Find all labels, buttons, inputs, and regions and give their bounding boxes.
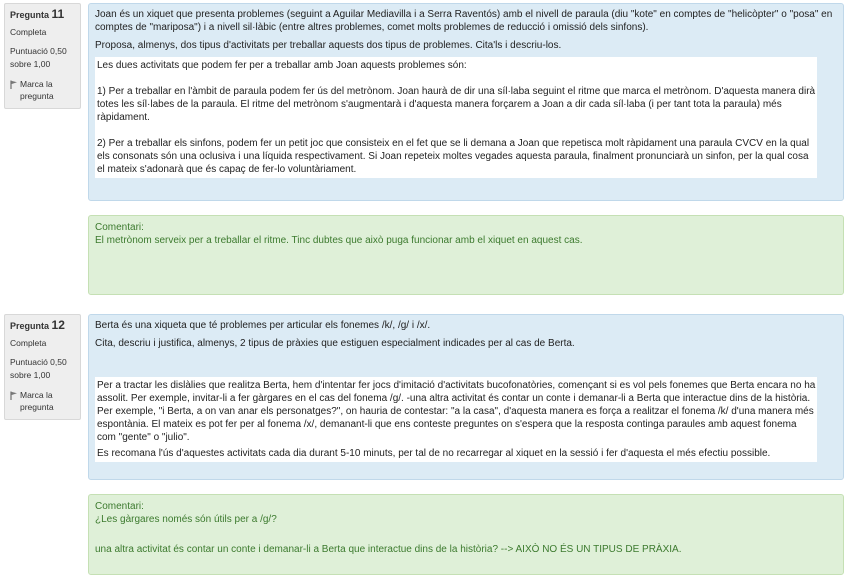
question-prompt: Proposa, almenys, dos tipus d'activitats per treballar aquests dos tipus de problemes. Cita'ls i descriu-los.: [95, 40, 562, 51]
answer-paragraph: Per a tractar les dislàlies que realitza Berta, hem d'intentar fer jocs d'imitació d'activitats bucofonatòries, començant si es vol pels fonemes que Berta encara no ha assolit. Per exemple, invitar-li a fer gàrgares en el cas del fonema /g/. -una altra activitat és contar un conte i demanar-li a Berta que interactue dins de la història. Per exemple, "i Berta, a on van anar els personatges?", on hauria de contestar: "a la casa", d'aquesta manera es força a realitzar el fonema /k/ d'una manera més espontània. El mateix es pot fer per al fonema /x/, demanant-li que ens conteste preguntes on s'espera que la resposta continga paraules amb aquest fonema com "gente" o "julio".: [97, 380, 816, 443]
comment-box-11: [88, 215, 844, 295]
flag-icon: [10, 391, 18, 400]
question-number: Pregunta 12: [10, 318, 65, 332]
answer-intro: Les dues activitats que podem fer per a treballar amb Joan aquests problemes són:: [97, 60, 467, 71]
comment-heading: Comentari:: [95, 501, 144, 512]
question-text: Joan és un xiquet que presenta problemes (seguint a Aguilar Mediavilla i a Serra Raventós) amb el nivell de paraula (diu "kote" en comptes de "helicòpter" o "posa" en comptes de "mariposa") i a nivell sil·làbic (entre altres problemes, comet molts problemes de reducció i omissió dels sinfons).: [95, 9, 833, 33]
flag-question-button[interactable]: Marca la pregunta: [10, 78, 75, 102]
question-state: Completa: [10, 27, 47, 37]
comment-heading: Comentari:: [95, 222, 144, 233]
comment-text: una altra activitat és contar un conte i demanar-li a Berta que interactue dins de la història? --> AIXÒ NO ÉS UN TIPUS DE PRÀXIA.: [95, 544, 682, 555]
flag-question-button[interactable]: Marca la pregunta: [10, 389, 75, 413]
question-info-11: [4, 3, 81, 109]
question-text: Berta és una xiqueta que té problemes per articular els fonemes /k/, /g/ i /x/.: [95, 320, 431, 331]
answer-paragraph: Es recomana l'ús d'aquestes activitats cada dia durant 5-10 minuts, per tal de no recarregar al xiquet en la sessió i fer d'aquesta el més efectiu possible.: [97, 448, 771, 459]
answer-paragraph: 1) Per a treballar en l'àmbit de paraula podem fer ús del metrònom. Joan haurà de dir una síl·laba seguint el ritme que marca el metrònom. D'aquesta manera dirà totes les síl·labes de la paraula. El ritme del metrònom s'augmentarà i d'aquesta manera forçarem a Joan a dir cada síl·laba (i per tant tota la paraula) més ràpidament.: [97, 86, 816, 123]
question-grade: Puntuació 0,50 sobre 1,00: [10, 357, 67, 380]
answer-paragraph: 2) Per a treballar els sinfons, podem fer un petit joc que consisteix en el fet que se li demana a Joan que repetisca molt ràpidament una paraula CVCV en la qual els consonats són una oclusiva i una líquida respectivament. Si Joan repeteix moltes vegades aquesta paraula, finalment pronunciarà un sinfon, per la qual cosa el mateix s'adonarà que és capaç de fer-lo voluntàriament.: [97, 138, 810, 175]
answer-area[interactable]: [95, 377, 817, 462]
comment-box-12: [88, 494, 844, 575]
question-state: Completa: [10, 338, 47, 348]
question-grade: Puntuació 0,50 sobre 1,00: [10, 46, 67, 69]
question-content-12: [88, 314, 844, 480]
answer-area[interactable]: [95, 57, 817, 178]
question-info-12: [4, 314, 81, 420]
question-number: Pregunta 11: [10, 7, 65, 21]
comment-text: El metrònom serveix per a treballar el ritme. Tinc dubtes que això puga funcionar amb el xiquet en aquest cas.: [95, 235, 583, 246]
question-content-11: [88, 3, 844, 201]
question-prompt: Cita, descriu i justifica, almenys, 2 tipus de pràxies que estiguen especialment indicades per al cas de Berta.: [95, 338, 575, 349]
comment-text: ¿Les gàrgares només són útils per a /g/?: [95, 514, 277, 525]
flag-icon: [10, 80, 18, 89]
